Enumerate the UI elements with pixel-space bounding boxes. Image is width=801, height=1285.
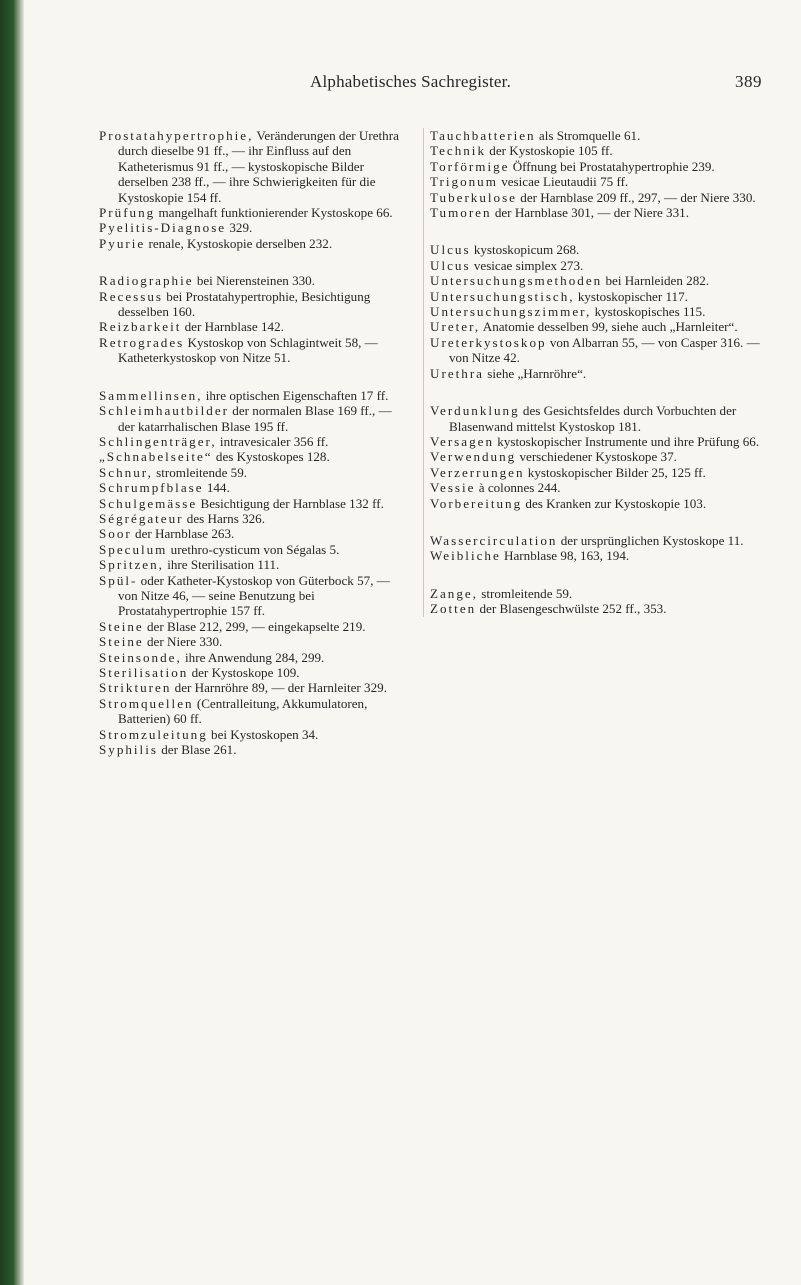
index-entry: [99, 742, 405, 757]
index-entry: [430, 434, 760, 449]
index-entry-term: Sterilisation: [99, 665, 189, 680]
index-entry-term: Verdunklung: [430, 403, 520, 419]
index-entry: [99, 496, 405, 511]
index-entry-references: (Centralleitung, Akkumulatoren, Batterien) 60 ff.: [118, 695, 368, 727]
index-entry: [99, 727, 405, 742]
index-entry-term: Ureter,: [430, 319, 481, 335]
index-entry: [430, 258, 760, 273]
index-entry-references: urethro-cysticum von Ségalas 5.: [167, 541, 340, 557]
index-entry-references: der normalen Blase 169 ff., — der katarrhalischen Blase 195 ff.: [118, 403, 392, 434]
index-entry-term: Reizbarkeit: [99, 319, 182, 335]
book-binding-edge: [0, 0, 24, 1285]
index-entry: [99, 319, 405, 334]
index-entry-references: ihre Sterilisation 111.: [163, 557, 280, 573]
index-entry-term: Prostatahypertrophie,: [99, 128, 254, 143]
index-entry-references: ihre Anwendung 284, 299.: [181, 649, 325, 665]
index-entry-references: der Blasengeschwülste 252 ff., 353.: [476, 601, 667, 617]
index-entry: [99, 465, 405, 480]
index-entry-term: Weibliche: [430, 548, 501, 564]
index-entry-references: kystoskopisches 115.: [591, 304, 706, 320]
index-entry-references: des Kranken zur Kystoskopie 103.: [522, 495, 707, 511]
index-entry: [99, 335, 405, 366]
index-entry-term: Zotten: [430, 601, 477, 617]
index-letter-group: [99, 273, 405, 365]
index-entry: [430, 480, 760, 495]
index-entry: [99, 434, 405, 449]
index-entry: [430, 465, 760, 480]
index-entry-references: der Kystoskope 109.: [188, 665, 300, 680]
index-entry: [99, 511, 405, 526]
page-number: 389: [735, 72, 762, 91]
index-entry-references: Harnblase 98, 163, 194.: [500, 548, 630, 564]
index-entry-references: der ursprünglichen Kystoskope 11.: [557, 532, 744, 548]
index-letter-group: [99, 128, 405, 251]
index-entry-references: Veränderungen der Urethra durch dieselbe 91 ff., — ihr Einfluss auf den Katheterismus 91 ff., — kystoskopische Bilder derselben 238 ff., — ihre Schwierigkeiten für die Kystoskopie 154 ff.: [118, 128, 399, 205]
index-entry-term: Spül-: [99, 572, 138, 588]
index-entry-references: stromleitende 59.: [152, 464, 248, 480]
index-entry-term: Spritzen,: [99, 557, 164, 573]
index-entry-references: siehe „Harnröhre“.: [484, 365, 587, 381]
index-letter-group: [430, 586, 760, 617]
index-letter-group: [99, 388, 405, 758]
index-entry: [99, 273, 405, 288]
index-entry-references: kystoskopischer Bilder 25, 125 ff.: [524, 464, 706, 480]
index-entry-term: Retrogrades: [99, 334, 185, 350]
index-entry-term: Syphilis: [99, 742, 158, 758]
index-entry-references: stromleitende 59.: [478, 585, 573, 601]
index-entry: [99, 557, 405, 572]
index-entry-references: Kystoskop von Schlagintweit 58, — Katheterkystoskop von Nitze 51.: [118, 334, 378, 366]
index-entry-term: Ureterkystoskop: [430, 334, 547, 350]
index-entry-references: Anatomie desselben 99, siehe auch „Harnleiter“.: [480, 319, 738, 335]
index-entry-references: 144.: [203, 480, 230, 496]
index-entry: [430, 159, 760, 174]
index-entry-term: Sammellinsen,: [99, 387, 203, 403]
index-entry-term: Pyurie: [99, 235, 146, 251]
index-entry-term: Schleimhautbilder: [99, 403, 229, 419]
index-entry-references: oder Katheter-Kystoskop von Güterbock 57, — von Nitze 46, — seine Benutzung bei Prostatahypertrophie 157 ff.: [118, 572, 390, 619]
index-entry-references: vesicae Lieutaudii 75 ff.: [497, 174, 629, 190]
index-entry-term: Speculum: [99, 541, 168, 557]
index-entry-term: Untersuchungsmethoden: [430, 273, 603, 289]
index-entry-term: Vessie: [430, 480, 476, 496]
index-entry: [430, 533, 760, 548]
index-entry: [430, 449, 760, 464]
index-entry-term: Schrumpfblase: [99, 480, 204, 496]
index-entry-term: Stromzuleitung: [99, 726, 208, 742]
index-letter-group: [430, 403, 760, 511]
index-letter-group: [430, 533, 760, 564]
index-entry-term: Urethra: [430, 365, 484, 381]
index-entry-references: des Kystoskopes 128.: [212, 449, 330, 465]
index-entry: [99, 205, 405, 220]
index-entry: [99, 650, 405, 665]
index-entry-references: der Harnblase 142.: [181, 319, 284, 335]
index-entry: [430, 366, 760, 381]
index-entry: [99, 220, 405, 235]
index-entry-references: der Niere 330.: [143, 634, 223, 650]
index-entry-term: Technik: [430, 143, 486, 159]
index-entry-term: Vorbereitung: [430, 495, 523, 511]
index-entry-references: à colonnes 244.: [475, 480, 561, 496]
index-entry-references: der Harnblase 301, — der Niere 331.: [491, 205, 689, 221]
index-entry-term: Recessus: [99, 288, 164, 304]
index-entry-references: kystoskopischer 117.: [574, 288, 688, 304]
index-entry: [430, 289, 760, 304]
index-entry-term: Schulgemässe: [99, 495, 198, 511]
index-entry-term: Soor: [99, 526, 132, 542]
index-entry: [430, 335, 760, 366]
index-entry-references: der Harnblase 209 ff., 297, — der Niere 330.: [517, 189, 756, 205]
index-entry: [99, 236, 405, 251]
index-entry-term: Schlingenträger,: [99, 433, 217, 449]
index-entry: [430, 205, 760, 220]
index-entry-references: Öffnung bei Prostatahypertrophie 239.: [509, 158, 715, 174]
index-entry: [430, 403, 760, 434]
index-entry: [430, 601, 760, 616]
index-letter-group: [430, 242, 760, 381]
index-entry-references: verschiedener Kystoskope 37.: [516, 449, 677, 465]
index-entry-references: Besichtigung der Harnblase 132 ff.: [197, 495, 384, 511]
index-column-right: [423, 128, 760, 617]
index-entry: [99, 665, 405, 680]
index-entry-term: Wassercirculation: [430, 532, 558, 548]
index-entry-term: Strikturen: [99, 680, 172, 696]
index-entry: [99, 480, 405, 495]
index-entry: [99, 619, 405, 634]
index-entry: [99, 289, 405, 320]
index-entry: [99, 449, 405, 464]
index-entry-references: bei Harnleiden 282.: [602, 273, 710, 289]
index-entry-term: Tuberkulose: [430, 189, 517, 205]
index-entry-term: Steine: [99, 634, 144, 650]
index-entry: [99, 542, 405, 557]
index-entry-references: des Harns 326.: [183, 510, 265, 526]
index-letter-group: [430, 128, 760, 220]
index-entry: [430, 242, 760, 257]
index-entry-term: Zange,: [430, 585, 478, 601]
index-entry-term: Torförmige: [430, 158, 510, 174]
index-entry-references: der Blase 212, 299, — eingekapselte 219.: [143, 618, 366, 634]
index-entry: [430, 174, 760, 189]
index-entry-term: Untersuchungstisch,: [430, 288, 575, 304]
index-entry-term: Stromquellen: [99, 695, 194, 711]
index-entry-term: Ulcus: [430, 257, 471, 273]
index-entry-term: Steine: [99, 618, 144, 634]
index-entry: [99, 388, 405, 403]
index-entry-term: Tumoren: [430, 205, 492, 221]
index-entry: [99, 634, 405, 649]
index-entry-references: der Harnröhre 89, — der Harnleiter 329.: [171, 680, 387, 696]
index-entry-references: der Blase 261.: [157, 742, 237, 758]
index-entry-references: vesicae simplex 273.: [470, 257, 584, 273]
index-entry: [430, 496, 760, 511]
index-entry-term: Radiographie: [99, 273, 194, 289]
index-entry-references: des Gesichtsfeldes durch Vorbuchten der Blasenwand mittelst Kystoskop 181.: [449, 403, 737, 434]
index-entry-term: Trigonum: [430, 174, 498, 190]
index-entry-term: Ulcus: [430, 242, 471, 258]
index-entry: [430, 190, 760, 205]
index-entry-references: kystoskopicum 268.: [470, 242, 580, 258]
index-entry-references: bei Nierensteinen 330.: [193, 273, 315, 289]
index-entry: [99, 403, 405, 434]
index-entry: [430, 319, 760, 334]
index-entry-term: „Schnabelseite“: [99, 449, 213, 465]
index-entry-term: Verwendung: [430, 449, 517, 465]
index-entry-references: der Harnblase 263.: [131, 526, 235, 542]
index-entry-term: Versagen: [430, 433, 494, 449]
index-entry-term: Ségrégateur: [99, 510, 184, 526]
index-entry: [430, 273, 760, 288]
index-entry-references: mangelhaft funktionierender Kystoskope 66.: [155, 205, 393, 221]
index-entry-term: Prüfung: [99, 205, 156, 221]
index-entry-term: Tauchbatterien: [430, 128, 536, 143]
index-entry: [430, 128, 760, 143]
index-entry: [430, 586, 760, 601]
index-column-left: [99, 128, 405, 757]
index-entry-references: als Stromquelle 61.: [535, 128, 641, 143]
index-entry-term: Verzerrungen: [430, 464, 525, 480]
index-entry-term: Schnur,: [99, 464, 153, 480]
index-entry-term: Untersuchungszimmer,: [430, 304, 592, 320]
index-entry-references: renale, Kystoskopie derselben 232.: [145, 235, 333, 251]
index-entry: [430, 304, 760, 319]
index-entry-references: der Kystoskopie 105 ff.: [486, 143, 613, 159]
index-entry-references: bei Prostatahypertrophie, Besichtigung desselben 160.: [118, 288, 371, 320]
index-entry-term: Steinsonde,: [99, 649, 182, 665]
index-entry: [430, 143, 760, 158]
page-title: Alphabetisches Sachregister.: [310, 72, 512, 91]
index-entry: [99, 128, 405, 205]
index-entry-references: intravesicaler 356 ff.: [216, 433, 329, 449]
index-entry-references: kystoskopischer Instrumente und ihre Prüfung 66.: [494, 433, 760, 449]
index-entry-references: 329.: [226, 220, 253, 236]
index-entry: [430, 548, 760, 563]
index-entry: [99, 573, 405, 619]
index-entry: [99, 526, 405, 541]
index-entry-references: bei Kystoskopen 34.: [207, 726, 319, 742]
index-entry-references: von Albarran 55, — von Casper 316. — von Nitze 42.: [449, 334, 760, 366]
index-entry: [99, 680, 405, 695]
index-entry-term: Pyelitis-Diagnose: [99, 220, 227, 236]
index-entry-references: ihre optischen Eigenschaften 17 ff.: [202, 387, 389, 403]
index-entry: [99, 696, 405, 727]
